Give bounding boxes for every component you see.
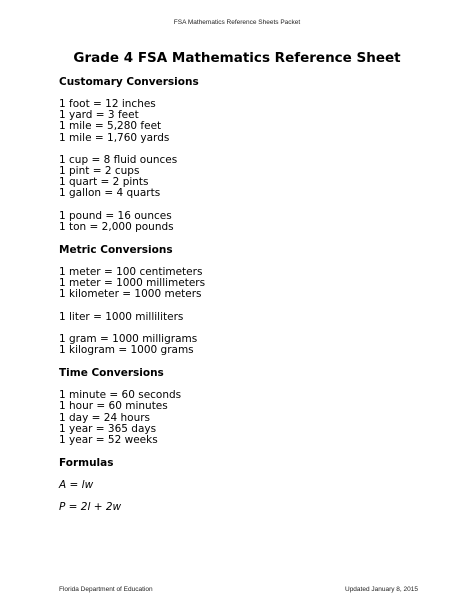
conversion-line: 1 year = 52 weeks <box>59 434 158 447</box>
conversion-line: 1 minute = 60 seconds <box>59 389 182 402</box>
conversion-line: 1 year = 365 days <box>59 422 157 435</box>
conversion-line: 1 mile = 1,760 yards <box>59 131 170 144</box>
length-conversions-group <box>59 99 439 144</box>
conversion-line: 1 cup = 8 fluid ounces <box>59 153 178 166</box>
page-title: Grade 4 FSA Mathematics Reference Sheet <box>73 50 401 66</box>
reference-content <box>59 76 439 525</box>
conversion-line: 1 ton = 2,000 pounds <box>59 220 174 233</box>
conversion-line: 1 day = 24 hours <box>59 411 151 424</box>
metric-volume-group <box>59 312 439 323</box>
metric-mass-group <box>59 334 439 356</box>
conversion-line: 1 gram = 1000 milligrams <box>59 332 198 345</box>
conversion-line: 1 hour = 60 minutes <box>59 400 168 413</box>
customary-conversions-section <box>59 76 439 233</box>
capacity-conversions-group <box>59 155 439 200</box>
conversion-line: 1 kilometer = 1000 meters <box>59 288 202 301</box>
running-header: FSA Mathematics Reference Sheets Packet <box>173 19 301 26</box>
conversion-line: 1 liter = 1000 milliliters <box>59 310 184 323</box>
conversion-line: 1 mile = 5,280 feet <box>59 120 162 133</box>
conversion-line: 1 meter = 1000 millimeters <box>59 277 206 290</box>
conversion-line: 1 quart = 2 pints <box>59 176 149 189</box>
footer-organization: Florida Department of Education <box>59 586 153 593</box>
conversion-line: 1 foot = 12 inches <box>59 98 156 110</box>
section-heading: Time Conversions <box>59 367 164 380</box>
conversion-line: 1 meter = 100 centimeters <box>59 266 203 279</box>
conversion-line: 1 pint = 2 cups <box>59 165 140 178</box>
time-conversions-section <box>59 367 439 446</box>
conversion-line: 1 kilogram = 1000 grams <box>59 344 194 357</box>
weight-conversions-group <box>59 211 439 233</box>
formulas-section <box>59 457 439 513</box>
metric-length-group <box>59 267 439 301</box>
footer-updated-date: Updated January 8, 2015 <box>345 586 418 593</box>
area-formula: A = lw <box>59 479 94 492</box>
metric-conversions-section <box>59 244 439 356</box>
conversion-line: 1 pound = 16 ounces <box>59 209 172 222</box>
section-heading: Customary Conversions <box>59 76 199 88</box>
section-heading: Metric Conversions <box>59 244 173 257</box>
conversion-line: 1 yard = 3 feet <box>59 109 139 122</box>
section-heading: Formulas <box>59 457 114 470</box>
conversion-line: 1 gallon = 4 quarts <box>59 187 161 200</box>
perimeter-formula: P = 2l + 2w <box>59 501 122 514</box>
time-group <box>59 390 439 446</box>
